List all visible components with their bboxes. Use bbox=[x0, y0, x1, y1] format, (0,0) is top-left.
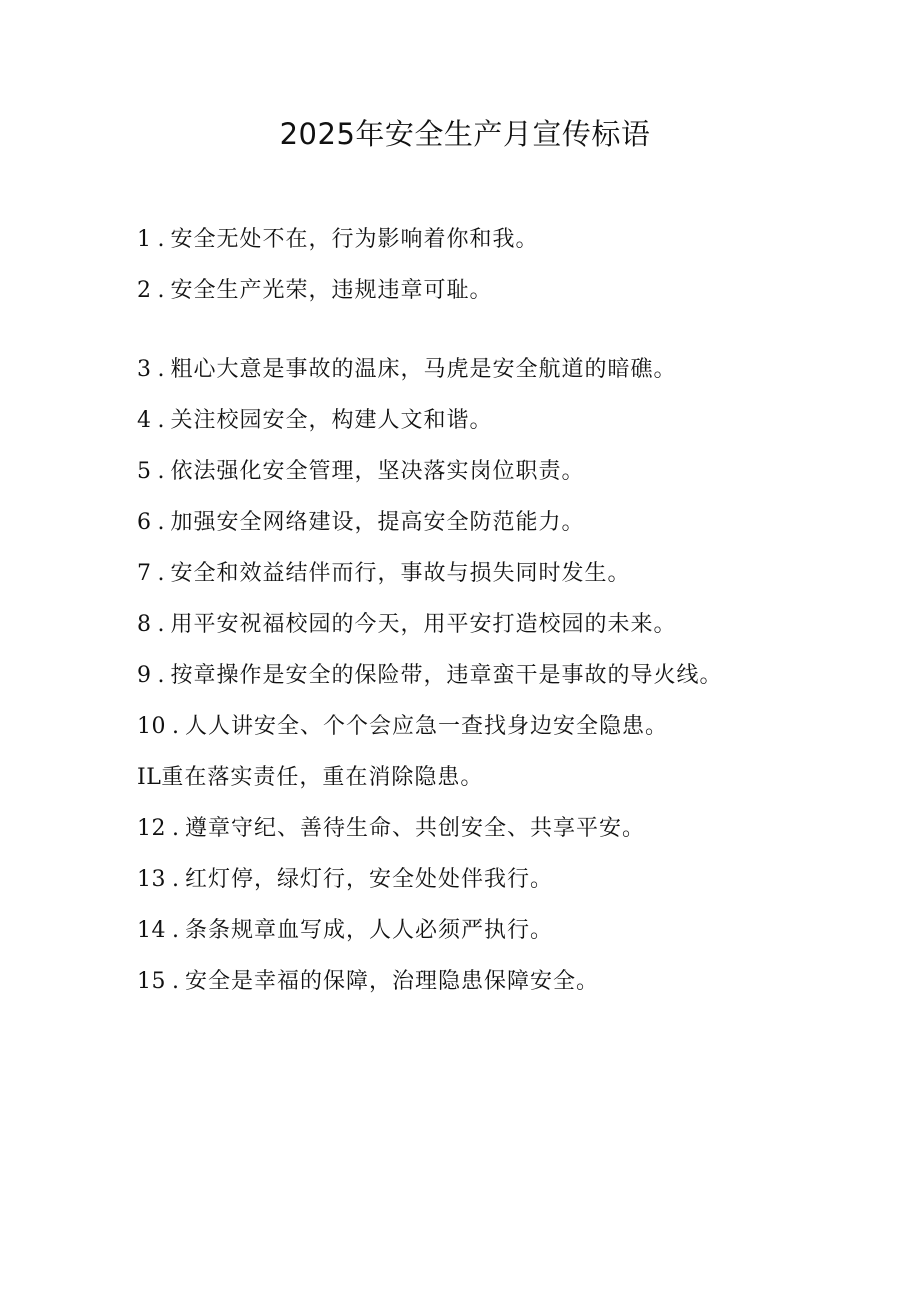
slogan-separator: . bbox=[172, 816, 179, 841]
slogan-item bbox=[137, 505, 897, 556]
slogan-number: IL bbox=[137, 765, 162, 790]
slogan-separator: . bbox=[172, 918, 179, 943]
slogan-number: 9 bbox=[137, 663, 152, 688]
slogan-item bbox=[137, 709, 897, 760]
slogan-text: 安全是幸福的保障，治理隐患保障安全。 bbox=[185, 969, 600, 994]
slogan-number: 1 bbox=[137, 227, 152, 252]
slogan-text: 加强安全网络建设，提高安全防范能力。 bbox=[170, 510, 585, 535]
slogan-number: 12 bbox=[137, 816, 166, 841]
slogan-separator: . bbox=[157, 510, 165, 535]
slogan-number: 3 bbox=[137, 357, 152, 382]
slogan-separator: . bbox=[157, 612, 165, 637]
slogan-item bbox=[137, 556, 897, 607]
slogan-item bbox=[137, 222, 897, 273]
slogan-text: 红灯停，绿灯行，安全处处伴我行。 bbox=[185, 867, 554, 892]
slogan-text: 按章操作是安全的保险带，违章蛮干是事故的导火线。 bbox=[170, 663, 723, 688]
slogan-text: 关注校园安全，构建人文和谐。 bbox=[170, 408, 493, 433]
slogan-text: 遵章守纪、善待生命、共创安全、共享平安。 bbox=[185, 816, 646, 841]
slogan-text: 人人讲安全、个个会应急一查找身边安全隐患。 bbox=[185, 714, 669, 739]
slogan-text: 安全生产光荣，违规违章可耻。 bbox=[170, 278, 493, 303]
slogan-item bbox=[137, 273, 897, 324]
slogan-number: 13 bbox=[137, 867, 166, 892]
slogan-item bbox=[137, 760, 897, 811]
slogan-item bbox=[137, 964, 897, 1015]
slogan-separator: . bbox=[172, 969, 179, 994]
slogan-text: 条条规章血写成，人人必须严执行。 bbox=[185, 918, 554, 943]
slogan-number: 5 bbox=[137, 459, 152, 484]
slogan-text: 安全和效益结伴而行，事故与损失同时发生。 bbox=[170, 561, 631, 586]
slogan-number: 7 bbox=[137, 561, 152, 586]
slogan-item bbox=[137, 913, 897, 964]
slogan-separator: . bbox=[157, 357, 165, 382]
slogan-number: 2 bbox=[137, 278, 152, 303]
slogan-number: 6 bbox=[137, 510, 152, 535]
slogan-text: 粗心大意是事故的温床，马虎是安全航道的暗礁。 bbox=[170, 357, 677, 382]
slogan-item bbox=[137, 658, 897, 709]
slogan-separator: . bbox=[157, 408, 165, 433]
slogan-separator: . bbox=[157, 227, 165, 252]
document-title: 2025年安全生产月宣传标语 bbox=[279, 117, 651, 151]
slogan-item bbox=[137, 811, 897, 862]
slogan-text: 重在落实责任，重在消除隐患。 bbox=[161, 765, 484, 790]
slogan-text: 依法强化安全管理，坚决落实岗位职责。 bbox=[170, 459, 585, 484]
slogan-list bbox=[137, 222, 897, 1015]
slogan-item bbox=[137, 403, 897, 454]
slogan-item bbox=[137, 352, 897, 403]
slogan-number: 8 bbox=[137, 612, 152, 637]
slogan-separator: . bbox=[172, 714, 179, 739]
slogan-item bbox=[137, 454, 897, 505]
slogan-separator: . bbox=[157, 663, 165, 688]
slogan-number: 4 bbox=[137, 408, 152, 433]
slogan-number: 14 bbox=[137, 918, 166, 943]
slogan-separator: . bbox=[157, 459, 165, 484]
slogan-separator: . bbox=[172, 867, 179, 892]
slogan-separator: . bbox=[157, 561, 165, 586]
slogan-separator: . bbox=[157, 278, 165, 303]
slogan-item bbox=[137, 607, 897, 658]
slogan-text: 安全无处不在，行为影响着你和我。 bbox=[170, 227, 539, 252]
slogan-number: 15 bbox=[137, 969, 166, 994]
slogan-item bbox=[137, 862, 897, 913]
slogan-text: 用平安祝福校园的今天，用平安打造校园的未来。 bbox=[170, 612, 677, 637]
slogan-number: 10 bbox=[137, 714, 166, 739]
